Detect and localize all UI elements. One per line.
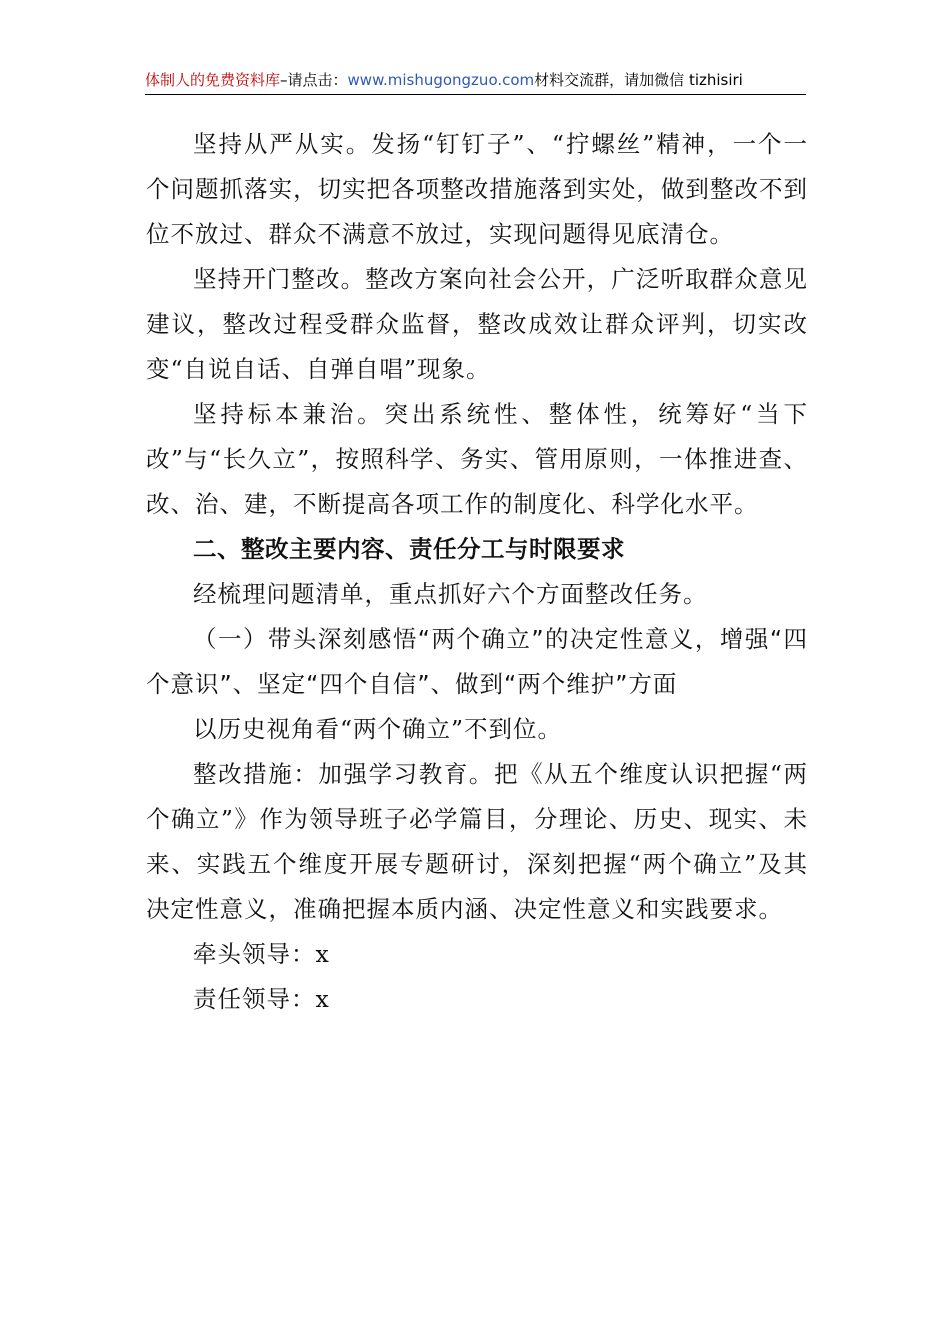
header-brand: 体制人的免费资料库 <box>145 71 281 89</box>
document-body <box>146 122 808 1022</box>
body-paragraph: 坚持标本兼治。突出系统性、整体性，统筹好“当下改”与“长久立”，按照科学、务实、管用原则，一体推进查、改、治、建，不断提高各项工作的制度化、科学化水平。 <box>146 400 808 518</box>
subsection-heading: （一）带头深刻感悟“两个确立”的决定性意义，增强“四个意识”、坚定“四个自信”、做到“两个维护”方面 <box>146 625 808 698</box>
header-prompt: –请点击： <box>280 71 348 89</box>
body-paragraph: 坚持从严从实。发扬“钉钉子”、“拧螺丝”精神，一个一个问题抓落实，切实把各项整改措施落到实处，做到整改不到位不放过、群众不满意不放过，实现问题得见底清仓。 <box>146 130 808 248</box>
responsible-leader-line: 责任领导：x <box>193 985 330 1013</box>
measure-paragraph: 整改措施：加强学习教育。把《从五个维度认识把握“两个确立”》作为领导班子必学篇目，分理论、历史、现实、未来、实践五个维度开展专题研讨，深刻把握“两个确立”及其决定性意义，准确把握本质内涵、决定性意义和实践要求。 <box>146 760 808 923</box>
section-heading: 二、整改主要内容、责任分工与时限要求 <box>193 535 625 563</box>
page-header <box>145 66 806 94</box>
header-url-link[interactable]: www.mishugongzuo.com <box>347 71 535 89</box>
body-paragraph: 坚持开门整改。整改方案向社会公开，广泛听取群众意见建议，整改过程受群众监督，整改成效让群众评判，切实改变“自说自话、自弹自唱”现象。 <box>146 265 808 383</box>
header-note: 材料交流群，请加微信 tizhisiri <box>534 71 743 89</box>
intro-paragraph: 经梳理问题清单，重点抓好六个方面整改任务。 <box>193 580 708 608</box>
lead-leader-line: 牵头领导：x <box>193 940 330 968</box>
problem-statement: 以历史视角看“两个确立”不到位。 <box>193 715 563 743</box>
header-divider <box>145 94 806 95</box>
